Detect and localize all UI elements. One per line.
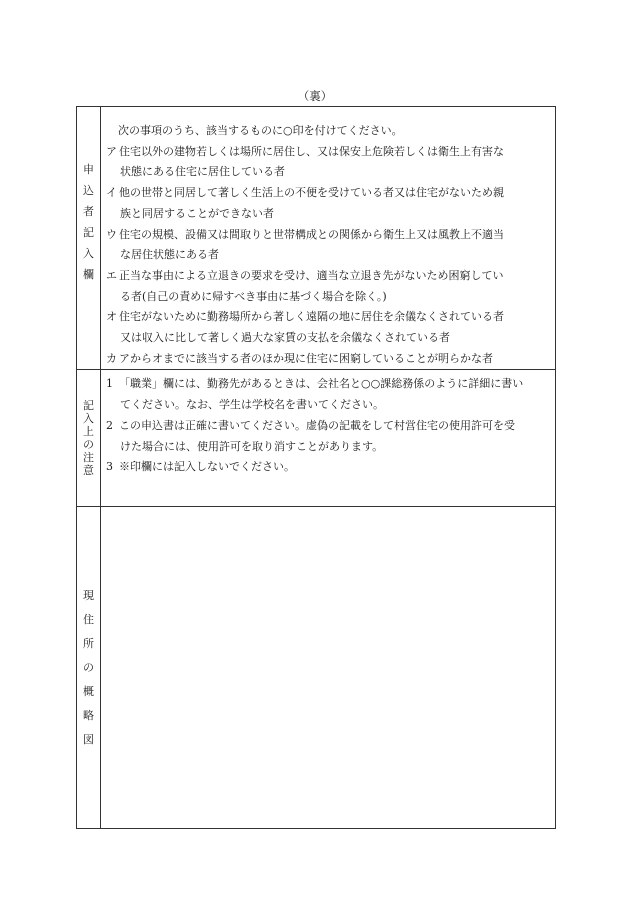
note-text: 「職業」欄には、勤務先があるときは、会社名と○○課総務係のように詳細に書い xyxy=(119,377,524,391)
label-char: 入 xyxy=(83,412,94,426)
label-char: 記 xyxy=(83,399,94,413)
label-char: 現 xyxy=(83,589,94,603)
item-text: 状態にある住宅に居住している者 xyxy=(120,165,285,179)
label-char: 略 xyxy=(83,709,94,723)
label-char: 記 xyxy=(83,225,94,239)
label-char: 者 xyxy=(83,204,94,218)
item-mark: ウ xyxy=(106,227,117,241)
checklist-item xyxy=(106,266,551,307)
label-char: 意 xyxy=(83,464,94,478)
applicant-content[interactable] xyxy=(101,107,556,370)
notes-row xyxy=(77,370,556,507)
label-char: 上 xyxy=(83,425,94,439)
notes-content xyxy=(101,370,556,507)
label-char: 込 xyxy=(83,183,94,197)
item-text: 住宅の規模、設備又は間取りと世帯構成との関係から衛生上又は風教上不適当 xyxy=(119,227,504,241)
item-mark: イ xyxy=(106,186,117,200)
label-char: の xyxy=(83,438,94,452)
applicant-intro: 次の事項のうち、該当するものに○印を付けてください。 xyxy=(118,124,403,137)
notes-section-label xyxy=(77,370,101,507)
applicant-row xyxy=(77,107,556,370)
label-char: 申 xyxy=(83,162,94,176)
item-text: な居住状態にある者 xyxy=(120,248,219,262)
item-text: る者(自己の責めに帰すべき事由に基づく場合を除く。) xyxy=(120,289,387,303)
application-form-table xyxy=(76,106,556,829)
map-drawing-area[interactable] xyxy=(101,507,556,829)
note-number: 2 xyxy=(106,418,113,432)
note-number: 3 xyxy=(106,460,113,474)
checklist-item xyxy=(106,307,551,348)
note-text: けた場合には、使用許可を取り消すことがあります。 xyxy=(120,439,384,453)
label-char: 概 xyxy=(83,685,94,699)
label-char: 入 xyxy=(83,246,94,260)
note-text: ※印欄には記入しないでください。 xyxy=(119,460,295,474)
label-char: 注 xyxy=(83,451,94,465)
item-text: アからオまでに該当する者のほか現に住宅に困窮していることが明らかな者 xyxy=(119,351,493,365)
checklist-item xyxy=(106,225,551,266)
label-char: の xyxy=(83,661,94,675)
item-mark: エ xyxy=(106,268,117,282)
item-mark: カ xyxy=(106,351,117,365)
note-text: てください。なお、学生は学校名を書いてください。 xyxy=(120,398,384,412)
map-section-label xyxy=(77,507,101,829)
label-char: 図 xyxy=(83,733,94,747)
item-mark: ア xyxy=(106,144,117,158)
checklist-item xyxy=(106,142,551,183)
item-text: 又は収入に比して著しく過大な家賃の支払を余儀なくされている者 xyxy=(120,331,450,345)
item-text: 正当な事由による立退きの要求を受け、適当な立退き先がないため困窮してい xyxy=(119,268,504,282)
item-text: 族と同居することができない者 xyxy=(120,206,274,220)
note-item xyxy=(106,416,551,457)
item-text: 住宅がないために勤務場所から著しく遠隔の地に居住を余儀なくされている者 xyxy=(119,310,504,324)
note-item xyxy=(106,457,551,478)
checklist-item xyxy=(106,349,551,370)
applicant-section-label xyxy=(77,107,101,370)
page-title: （裏） xyxy=(297,89,333,103)
label-char: 所 xyxy=(83,637,94,651)
checklist-item xyxy=(106,183,551,224)
label-char: 欄 xyxy=(83,267,94,281)
item-mark: オ xyxy=(106,310,117,324)
note-item xyxy=(106,374,551,415)
item-text: 住宅以外の建物若しくは場所に居住し、又は保安上危険若しくは衛生上有害な xyxy=(119,144,504,158)
note-text: この申込書は正確に書いてください。虚偽の記載をして村営住宅の使用許可を受 xyxy=(119,418,515,432)
label-char: 住 xyxy=(83,613,94,627)
item-text: 他の世帯と同居して著しく生活上の不便を受けている者又は住宅がないため親 xyxy=(119,186,504,200)
note-number: 1 xyxy=(106,377,113,391)
map-row xyxy=(77,507,556,829)
